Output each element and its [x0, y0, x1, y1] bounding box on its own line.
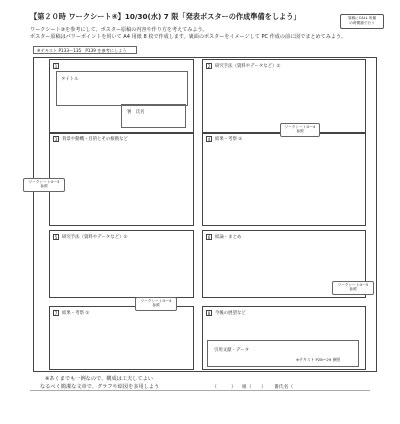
references-note: ※テキスト P28〜29 参照 — [296, 357, 341, 362]
references-label: 引用文献・データ — [214, 348, 250, 353]
corner-note-line-2: の時間割で行う — [349, 20, 375, 25]
name-box — [121, 104, 186, 128]
cell-label: 背景や動機・目的とその根拠など — [62, 137, 128, 142]
cell-number: 1 — [54, 64, 58, 69]
reference-tag-sub: 参照 — [152, 303, 160, 308]
cell-label: 結果・考察 ① — [62, 311, 90, 316]
reference-tag-sub: 参照 — [349, 287, 357, 292]
reference-tag-label: ワークシート③ー4 — [284, 125, 316, 129]
name-box-label: 署 氏名 — [127, 110, 145, 115]
instruction-line-2: ポスター原稿はパワーポイントを用いて A4 用紙 8 枚で作成します。裏面のポスターをイメージして PC 作成の前に図でまとめてみよう。 — [30, 33, 347, 40]
instruction-line-1: ワークシート③を参考にして、ポスター原稿の内容や作り方を考えてみよう。 — [30, 27, 208, 33]
cell-8 — [202, 306, 366, 370]
title-box — [56, 71, 188, 106]
cell-number: 3 — [54, 137, 58, 142]
cell-label: 結果・考察 ② — [215, 137, 243, 142]
cell-number: 2 — [207, 64, 211, 69]
page-title: 【第２０時 ワークシート④】10/30(水) 7 限「発表ポスターの作成準備をしよう」 — [30, 12, 301, 21]
reference-tag-sub: 参照 — [296, 129, 304, 134]
cell-label: 研究手法（資料やデータなど）② — [215, 64, 281, 69]
cell-1 — [49, 59, 194, 134]
cell-3 — [49, 132, 194, 226]
corner-note — [340, 14, 384, 29]
cell-label: 結論・まとめ — [215, 235, 242, 240]
cell-label: 今後の展望など — [215, 311, 246, 316]
title-box-label: タイトル — [61, 77, 79, 82]
reference-tag — [332, 281, 374, 295]
cell-number: 5 — [54, 235, 58, 240]
signature-name: 番氏名（ — [274, 385, 294, 390]
signature-paren: （ ） — [212, 385, 236, 390]
signature-class: 組（ ） — [242, 385, 266, 390]
reference-tag — [23, 178, 65, 192]
cell-number: 7 — [54, 311, 58, 316]
cell-5 — [49, 230, 194, 298]
cell-4 — [202, 132, 366, 226]
corner-note-line-1: 原稿にCALL 所属 — [347, 16, 377, 20]
footer-note-1: ※あくまでも一例なので、構成は工夫してよい — [45, 376, 153, 382]
footer-rule — [30, 390, 370, 391]
reference-tag-label: ワークシート③ー3 — [28, 180, 60, 184]
reference-tag — [280, 123, 320, 137]
cell-7 — [49, 306, 194, 370]
instructions — [30, 27, 346, 40]
textbook-reference: ※テキスト P133〜135 P139 を参考にしよう — [33, 46, 137, 54]
reference-tag — [135, 297, 177, 311]
cell-label: 研究手法（資料やデータなど）① — [62, 235, 128, 240]
cell-number: 6 — [207, 235, 211, 240]
cell-number: 4 — [207, 137, 211, 142]
reference-tag-label: ワークシート③ー5 — [337, 283, 369, 287]
reference-tag-label: ワークシート③ー4 — [140, 299, 172, 303]
reference-tag-sub: 参照 — [40, 184, 48, 189]
references-box — [207, 340, 359, 367]
footer-note-2: なるべく簡潔な文章で、グラフや絵図を多用しよう — [40, 384, 160, 390]
cell-number: 8 — [207, 311, 211, 316]
